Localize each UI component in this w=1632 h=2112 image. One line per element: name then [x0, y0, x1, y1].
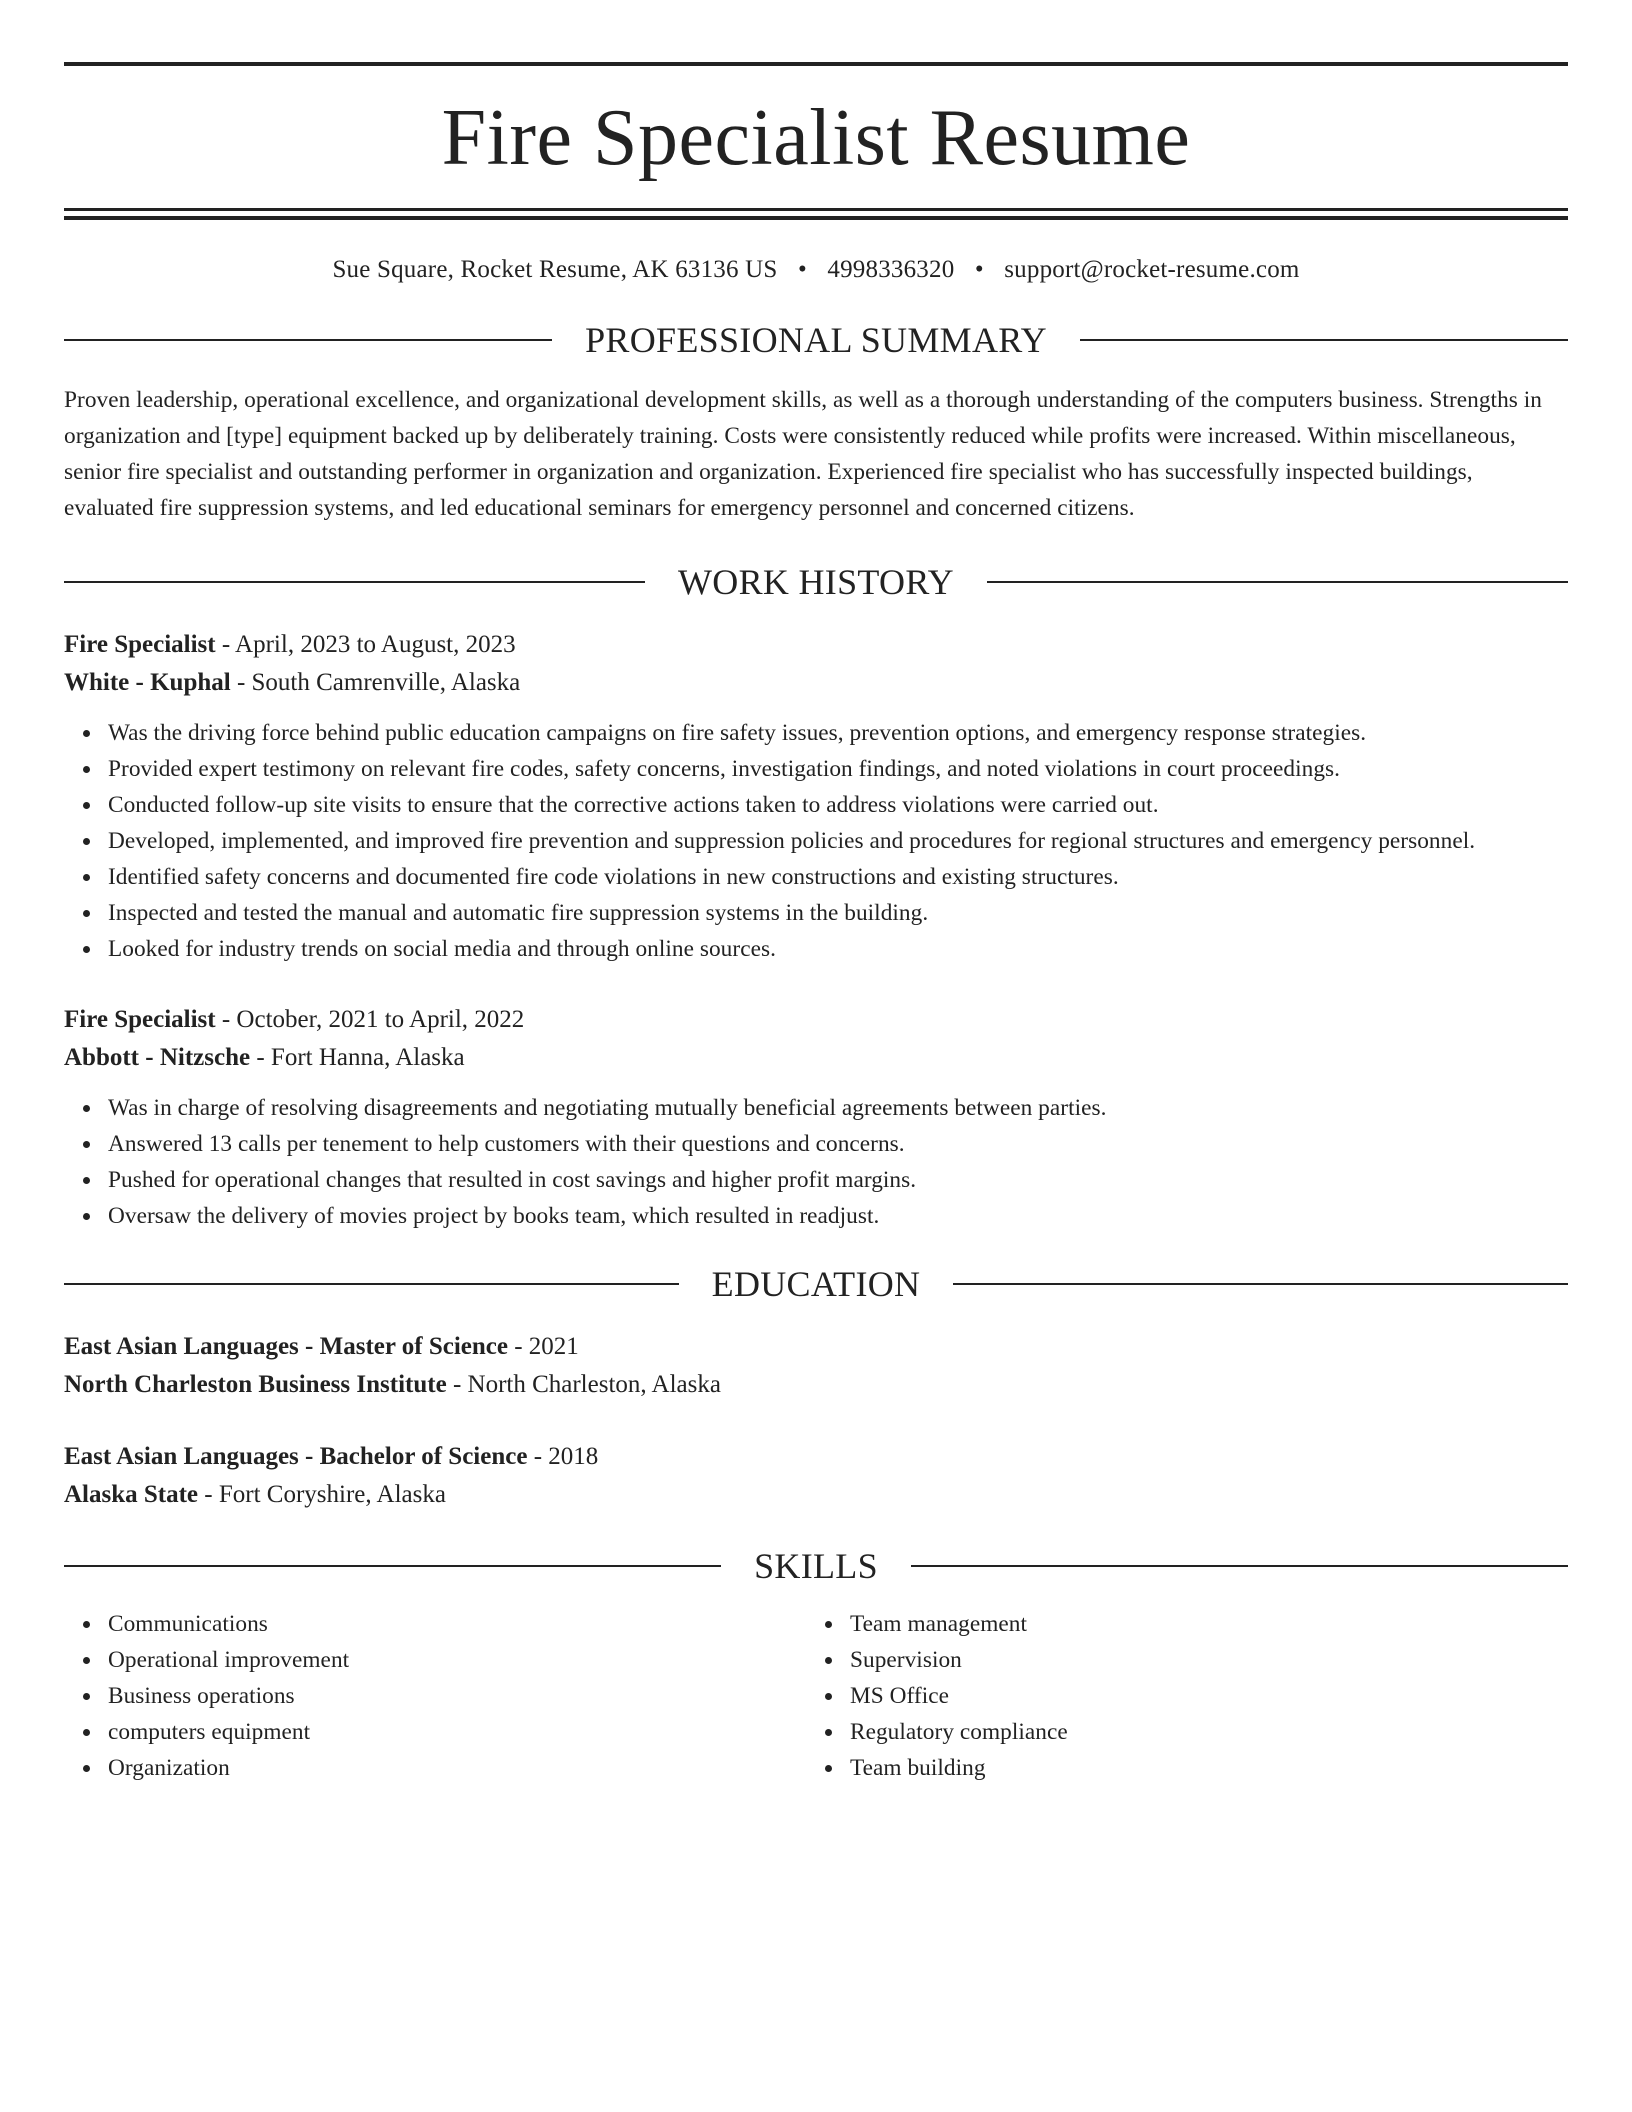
contact-line — [64, 256, 1568, 284]
job-bullet: Oversaw the delivery of movies project by books team, which resulted in readjust. — [108, 1198, 1568, 1234]
skill-item: Team management — [850, 1606, 1548, 1642]
job-location: - South Camrenville, Alaska — [230, 669, 521, 696]
education-school: Alaska State — [64, 1481, 199, 1508]
job-company: White - Kuphal — [64, 669, 231, 696]
skill-item: Organization — [108, 1750, 806, 1786]
education-degree: East Asian Languages - Bachelor of Science — [64, 1443, 528, 1470]
job-entry — [64, 626, 1568, 967]
summary-section-header — [64, 322, 1568, 358]
skill-item: computers equipment — [108, 1714, 806, 1750]
top-rule — [64, 62, 1568, 66]
job-bullet: Developed, implemented, and improved fire prevention and suppression policies and procedures for regional structures and emergency personnel. — [108, 823, 1568, 859]
skill-item: Team building — [850, 1750, 1548, 1786]
job-bullet: Pushed for operational changes that resulted in cost savings and higher profit margins. — [108, 1162, 1568, 1198]
job-bullet: Conducted follow-up site visits to ensure that the corrective actions taken to address violations were carried out. — [108, 787, 1568, 823]
job-company-line — [64, 1039, 1568, 1077]
education-year: - 2021 — [507, 1333, 579, 1360]
skill-item: Communications — [108, 1606, 806, 1642]
job-bullet: Identified safety concerns and documented fire code violations in new constructions and existing structures. — [108, 859, 1568, 895]
title-double-rule — [64, 208, 1568, 220]
section-rule-left — [64, 581, 645, 583]
contact-address: Sue Square, Rocket Resume, AK 63136 US — [332, 256, 778, 283]
skill-item: Supervision — [850, 1642, 1548, 1678]
job-company-line — [64, 664, 1568, 702]
education-location: - Fort Coryshire, Alaska — [198, 1481, 446, 1508]
skills-list — [64, 1606, 806, 1786]
work-section-header — [64, 564, 1568, 600]
resume-title: Fire Specialist Resume — [441, 94, 1191, 182]
summary-paragraph: Proven leadership, operational excellence, and organizational development skills, as well as a thorough understanding of the computers business. Strengths in organization and [type] equipment backed up by deliberately training. Costs were consistently reduced while profits were increased. Within miscellaneous, senior fire specialist and outstanding performer in organization and organization. Experienced fire specialist who has successfully inspected buildings, evaluated fire suppression systems, and led educational seminars for emergency personnel and concerned citizens. — [64, 387, 1542, 521]
section-rule-left — [64, 339, 552, 341]
skills-column-right — [806, 1606, 1548, 1786]
skills-grid — [64, 1606, 1568, 1786]
skills-section-header — [64, 1548, 1568, 1584]
job-bullet: Answered 13 calls per tenement to help customers with their questions and concerns. — [108, 1126, 1568, 1162]
education-school: North Charleston Business Institute — [64, 1371, 447, 1398]
job-title-line — [64, 626, 1568, 664]
skills-column-left — [64, 1606, 806, 1786]
job-dates: - April, 2023 to August, 2023 — [215, 631, 516, 658]
section-title-education: EDUCATION — [711, 1264, 921, 1304]
job-bullet: Was in charge of resolving disagreements and negotiating mutually beneficial agreements between parties. — [108, 1090, 1568, 1126]
job-company: Abbott - Nitzsche — [64, 1044, 251, 1071]
education-school-line — [64, 1476, 1568, 1514]
education-entry — [64, 1328, 1568, 1404]
education-entry — [64, 1438, 1568, 1514]
section-rule-right — [911, 1565, 1568, 1567]
job-bullet: Looked for industry trends on social media and through online sources. — [108, 931, 1568, 967]
education-degree: East Asian Languages - Master of Science — [64, 1333, 508, 1360]
section-rule-right — [987, 581, 1568, 583]
job-title: Fire Specialist — [64, 631, 216, 658]
education-section-header — [64, 1266, 1568, 1302]
job-location: - Fort Hanna, Alaska — [250, 1044, 465, 1071]
job-dates: - October, 2021 to April, 2022 — [215, 1006, 525, 1033]
job-bullet: Inspected and tested the manual and automatic fire suppression systems in the building. — [108, 895, 1568, 931]
job-bullet-list — [64, 1090, 1568, 1234]
skill-item: MS Office — [850, 1678, 1548, 1714]
education-location: - North Charleston, Alaska — [446, 1371, 721, 1398]
education-degree-line — [64, 1328, 1568, 1366]
skill-item: Business operations — [108, 1678, 806, 1714]
job-title: Fire Specialist — [64, 1006, 216, 1033]
section-title-skills: SKILLS — [754, 1546, 878, 1586]
skill-item: Regulatory compliance — [850, 1714, 1548, 1750]
job-bullet-list — [64, 715, 1568, 967]
contact-separator: • — [797, 256, 807, 283]
job-entry — [64, 1001, 1568, 1234]
education-degree-line — [64, 1438, 1568, 1476]
education-school-line — [64, 1366, 1568, 1404]
section-title-summary: PROFESSIONAL SUMMARY — [585, 320, 1047, 360]
contact-separator: • — [974, 256, 984, 283]
job-title-line — [64, 1001, 1568, 1039]
section-rule-left — [64, 1565, 721, 1567]
section-rule-left — [64, 1283, 679, 1285]
contact-phone: 4998336320 — [827, 256, 955, 283]
skills-list — [806, 1606, 1548, 1786]
contact-email: support@rocket-resume.com — [1004, 256, 1300, 283]
job-bullet: Provided expert testimony on relevant fire codes, safety concerns, investigation findings, and noted violations in court proceedings. — [108, 751, 1568, 787]
section-rule-right — [953, 1283, 1568, 1285]
section-rule-right — [1080, 339, 1568, 341]
job-bullet: Was the driving force behind public education campaigns on fire safety issues, prevention options, and emergency response strategies. — [108, 715, 1568, 751]
section-title-work: WORK HISTORY — [678, 562, 954, 602]
skill-item: Operational improvement — [108, 1642, 806, 1678]
education-year: - 2018 — [527, 1443, 599, 1470]
